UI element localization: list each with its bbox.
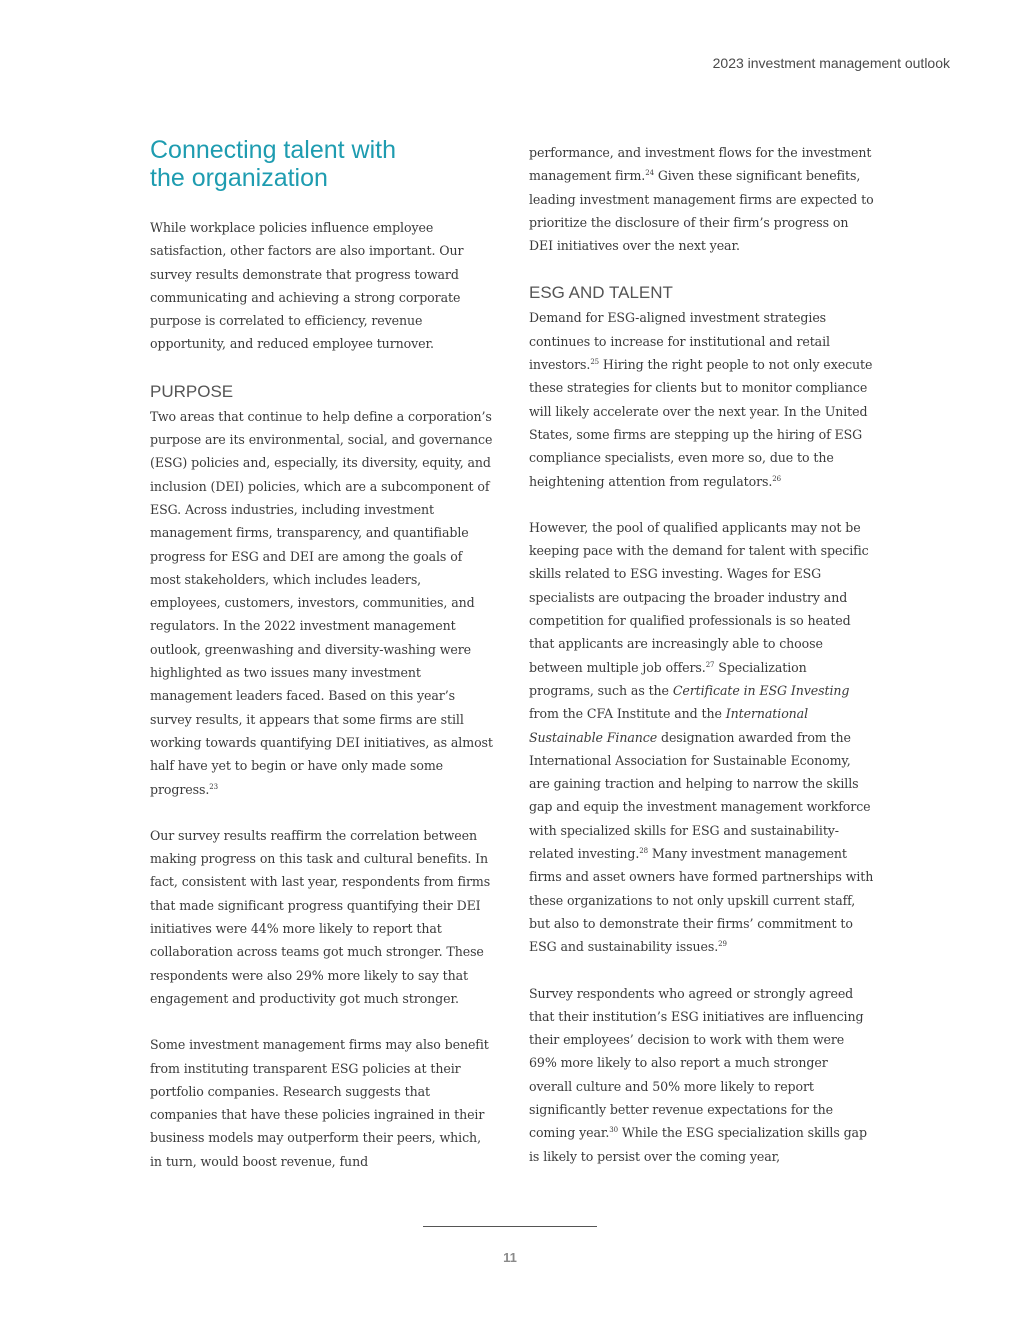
footnote-ref: 30 bbox=[609, 1126, 619, 1135]
left-column bbox=[150, 136, 495, 1173]
section-heading: Connecting talent with the organization bbox=[150, 136, 396, 192]
footer-divider bbox=[423, 1226, 597, 1227]
designation-title: International Sustainable Finance bbox=[529, 706, 809, 745]
purpose-paragraph-2: Our survey results reaffirm the correlation between making progress on this task and cultural benefits. In fact, consistent with last year, respondents from firms that made significant progress quantifying their DEI initiatives were 44% more likely to report that collaboration across teams got much stronger. These respondents were also 29% more likely to say that engagement and productivity got much stronger. bbox=[150, 827, 491, 1006]
document-header-title: 2023 investment management outlook bbox=[712, 55, 950, 71]
footnote-ref: 24 bbox=[645, 169, 654, 178]
footnote-ref: 28 bbox=[639, 846, 648, 855]
footnote-ref: 27 bbox=[705, 660, 715, 669]
intro-paragraph: While workplace policies influence employee satisfaction, other factors are also important. Our survey results demonstrate that progress toward communicating and achieving a strong corporate purpose is correlated to efficiency, revenue opportunity, and reduced employee turnover. bbox=[150, 220, 464, 352]
footnote-ref: 26 bbox=[772, 474, 782, 483]
purpose-paragraph-1: Two areas that continue to help define a corporation’s purpose are its environmental, social, and governance (ESG) policies and, especially, its diversity, equity, and inclusion (DEI) policies, which are a subcomponent of ESG. Across industries, including investment management firms, transparency, and quantifiable progress for ESG and DEI are among the goals of most stakeholders, which includes leaders, employees, customers, investors, communities, and regulators. In the 2022 investment management outlook, greenwashing and diversity-washing were highlighted as two issues many investment management leaders faced. Based on this year’s survey results, it appears that some firms are still working towards quantifying DEI initiatives, as almost half have yet to begin or have only made some progress.$^{23}$ bbox=[150, 408, 493, 797]
continued-paragraph: performance, and investment flows for the investment management firm.$^{24}$ Given these significant benefits, leading investment management firms are expected to prioritize the disclosure of their firm’s progress on DEI initiatives over the next year. bbox=[529, 145, 874, 254]
right-column bbox=[529, 141, 874, 1168]
page-number: 11 bbox=[503, 1250, 517, 1265]
purpose-paragraph-3: Some investment management firms may also benefit from instituting transparent ESG policies at their portfolio companies. Research suggests that companies that have these policies ingrained in their business models may outperform their peers, which, in turn, would boost revenue, fund bbox=[150, 1037, 489, 1169]
footnote-ref: 23 bbox=[209, 782, 218, 791]
esg-paragraph-3: Survey respondents who agreed or strongly agreed that their institution’s ESG initiatives are influencing their employees’ decision to work with them were 69% more likely to also report a much stronger overall culture and 50% more likely to report significantly better revenue expectations for the coming year.$^{30}$ While the ESG specialization skills gap is likely to persist over the coming year, bbox=[529, 985, 867, 1164]
footnote-ref: 25 bbox=[590, 357, 600, 366]
footnote-ref: 29 bbox=[718, 940, 727, 949]
esg-talent-heading: ESG AND TALENT bbox=[529, 283, 673, 303]
esg-paragraph-1: Demand for ESG-aligned investment strategies continues to increase for institutional and retail investors.$^{25}$ Hiring the right people to not only execute these strategies for clients but to monitor compliance will likely accelerate over the next year. In the United States, some firms are stepping up the hiring of ESG compliance specialists, even more so, due to the heightening attention from regulators.$^{26}$ bbox=[529, 310, 873, 489]
certificate-title: Certificate in ESG Investing bbox=[672, 682, 850, 698]
purpose-heading: PURPOSE bbox=[150, 381, 234, 401]
esg-paragraph-2: However, the pool of qualified applicants may not be keeping pace with the demand for talent with specific skills related to ESG investing. Wages for ESG specialists are outpacing the broader industry and competition for qualified professionals is so heated that applicants are increasingly able to choose between multiple job offers.$^{27}$ Specialization programs, such as the Certificate in ESG Investing from the CFA Institute and the International Sustainable Finance designation awarded from the International Association for Sustainable Economy, are gaining traction and helping to narrow the skills gap and equip the investment management workforce with specialized skills for ESG and sustainability-related investing.$^{28}$ Many investment management firms and asset owners have formed partnerships with these organizations to not only upskill current staff, but also to demonstrate their firms’ commitment to ESG and sustainability issues.$^{29}$ bbox=[529, 519, 874, 955]
